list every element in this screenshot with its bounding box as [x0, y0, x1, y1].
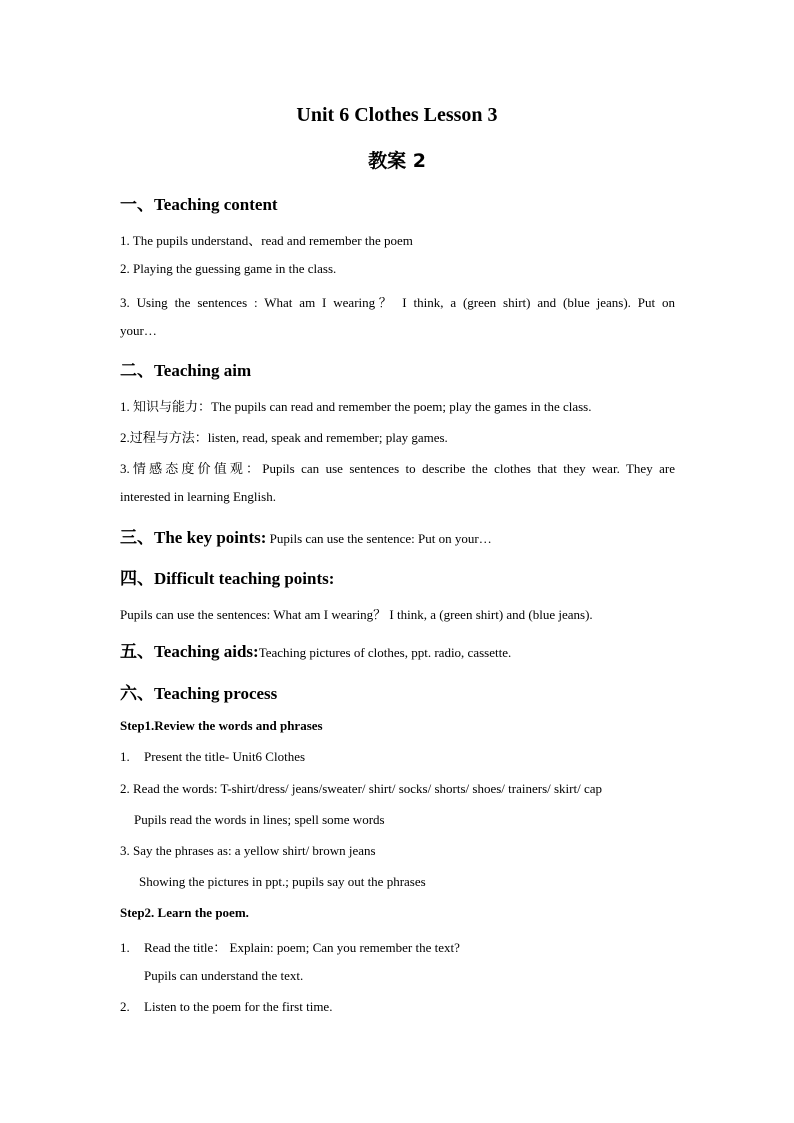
step1-line-4: 3. Say the phrases as: a yellow shirt/ brown jeans	[120, 843, 376, 858]
section-heading-teaching-content: 一、Teaching content	[120, 195, 278, 214]
teaching-aids-heading: 五、Teaching aids:	[120, 642, 259, 661]
step1-line-1	[120, 749, 305, 765]
step2-title: Step2. Learn the poem.	[120, 905, 249, 920]
step2-line-3-text: Listen to the poem for the first time.	[144, 999, 333, 1014]
key-points-text: Pupils can use the sentence: Put on your…	[266, 531, 492, 546]
document-subtitle: 教案 2	[368, 150, 426, 172]
section-teaching-aids	[120, 637, 511, 662]
step2-line-1-number: 1.	[120, 940, 130, 955]
teaching-aids-text: Teaching pictures of clothes, ppt. radio, cassette.	[258, 645, 512, 660]
step1-line-3: Pupils read the words in lines; spell some words	[134, 812, 385, 827]
step1-title: Step1.Review the words and phrases	[120, 718, 323, 733]
section-heading-teaching-aim: 二、Teaching aim	[120, 361, 252, 380]
step2-line-1-text: Read the title： Explain: poem; Can you remember the text?	[144, 940, 460, 955]
key-points-heading: 三、The key points:	[120, 528, 267, 547]
step2-line-1	[120, 937, 460, 956]
aim-item-2: 2.过程与方法：listen, read, speak and remember; play games.	[120, 430, 448, 445]
document-title: Unit 6 Clothes Lesson 3	[296, 104, 498, 126]
section-heading-teaching-process: 六、Teaching process	[120, 684, 278, 703]
step1-line-5: Showing the pictures in ppt.; pupils say out the phrases	[139, 874, 426, 889]
content-item-3-cont: your…	[120, 323, 157, 338]
step1-line-2: 2. Read the words: T-shirt/dress/ jeans/sweater/ shirt/ socks/ shorts/ shoes/ trainers/ skirt/ cap	[120, 781, 603, 796]
step2-line-2: Pupils can understand the text.	[144, 968, 304, 983]
content-item-1: 1. The pupils understand、read and remember the poem	[120, 233, 413, 248]
step2-line-3-number: 2.	[120, 999, 130, 1014]
difficult-points-text: Pupils can use the sentences: What am I wearing？ I think, a (green shirt) and (blue jeans).	[120, 607, 593, 622]
step1-line-1-number: 1.	[120, 749, 130, 764]
content-item-3: 3. Using the sentences : What am I wearing？ I think, a (green shirt) and (blue jeans). Put on	[120, 295, 675, 310]
step2-line-3	[120, 999, 332, 1015]
content-item-2: 2. Playing the guessing game in the class.	[120, 261, 337, 276]
aim-item-3-cont: interested in learning English.	[120, 489, 276, 504]
section-heading-difficult-points: 四、Difficult teaching points:	[120, 569, 335, 588]
step1-line-1-text: Present the title- Unit6 Clothes	[144, 749, 306, 764]
section-key-points	[120, 523, 492, 548]
aim-item-3: 3.情感态度价值观：Pupils can use sentences to describe the clothes that they wear. They are	[120, 461, 675, 476]
aim-item-1: 1. 知识与能力：The pupils can read and remember the poem; play the games in the class.	[120, 399, 592, 414]
